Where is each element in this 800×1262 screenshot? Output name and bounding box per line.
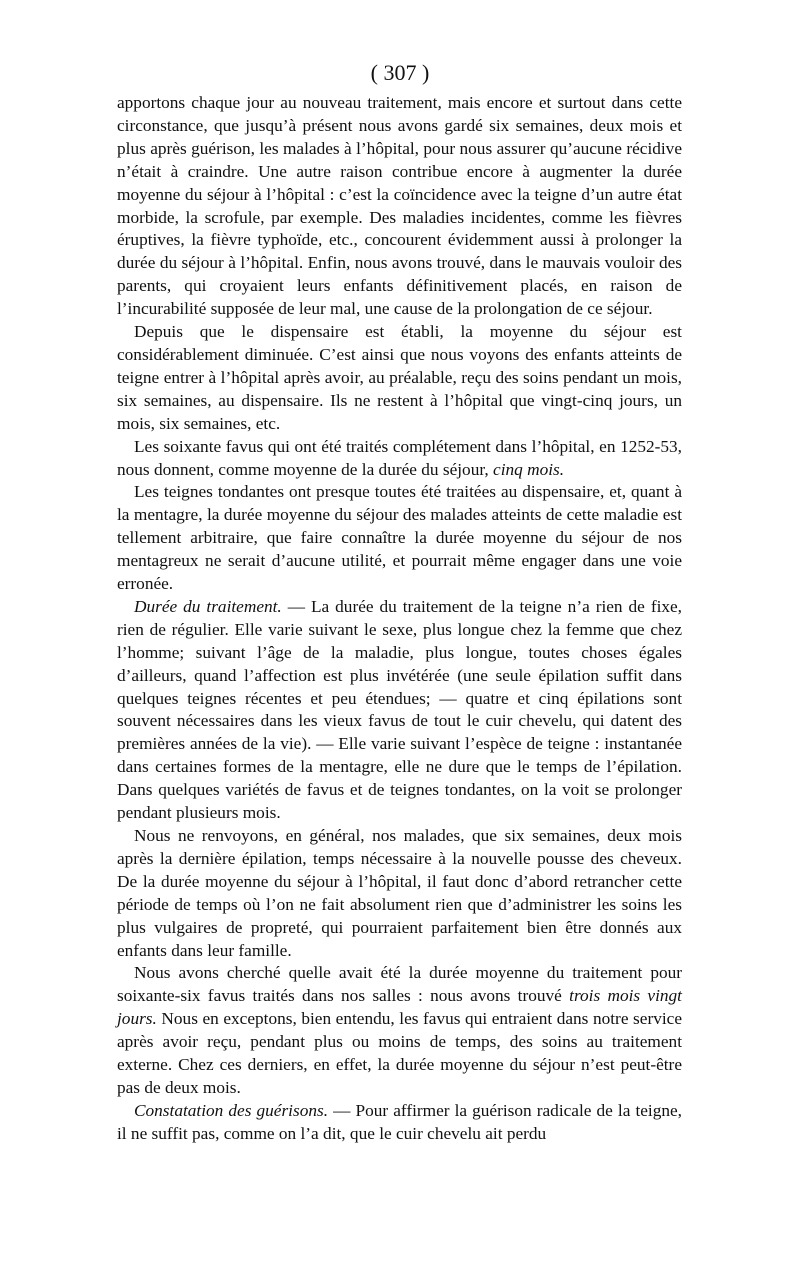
paragraph xyxy=(117,436,682,482)
paragraph xyxy=(117,1100,682,1146)
paragraph xyxy=(117,596,682,825)
text-run: Depuis que le dispensaire est établi, la moyenne du séjour est considérablement diminuée. C’est ainsi que nous voyons des enfants atteints de teigne entrer à l’hôpital après avoir, au préalable, reçu des soins pendant un mois, six semaines, au dispensaire. Ils ne restent à l’hôpital que vingt-cinq jours, un mois, six semaines, etc. xyxy=(117,322,682,433)
section-heading-duree-du-traitement: Durée du traitement. xyxy=(134,596,282,616)
section-heading-constatation-des-guerisons: Constatation des guérisons. xyxy=(134,1100,329,1120)
paragraph xyxy=(117,825,682,962)
text-run: Les teignes tondantes ont presque toutes été traitées au dispensaire, et, quant à la mentagre, la durée moyenne du séjour des malades atteints de cette maladie est tellement arbitraire, que faire connaître la durée moyenne du séjour de nos mentagreux ne serait d’aucune utilité, et pourrait même engager dans une voie erronée. xyxy=(117,482,682,594)
text-run: Nous en exceptons, bien entendu, les favus qui entraient dans notre service après avoir reçu, pendant plus ou moins de temps, des soins au traitement externe. Chez ces derniers, en effet, la durée moyenne du séjour n’est peut-être pas de deux mois. xyxy=(117,1009,682,1097)
paragraph xyxy=(117,321,682,436)
italic-text-run: cinq mois. xyxy=(493,459,565,479)
text-run: Les soixante favus qui ont été traités complétement dans l’hôpital, en 1252-53, nous donnent, comme moyenne de la durée du séjour, xyxy=(117,436,682,479)
italic-text-run: trois mois vingt jours. xyxy=(117,986,682,1029)
text-run: — La durée du traitement de la teigne n’a rien de fixe, rien de régulier. Elle varie suivant le sexe, plus longue chez la femme que chez l’homme; suivant l’âge de la maladie, plus longue, toutes choses égales d’ailleurs, quand l’affection est plus invétérée (une seule épilation suffit dans quelques teignes récentes et peu étendues; — quatre et cinq épilations sont souvent nécessaires dans les vieux favus de tout le cuir chevelu, qui datent des premières années de la vie). — Elle varie suivant l’espèce de teigne : instantanée dans certaines formes de la mentagre, elle ne dure que le temps de l’épilation. Dans quelques variétés de favus et de teignes tondantes, on la voit se prolonger pendant plusieurs mois. xyxy=(117,596,683,823)
paragraph xyxy=(117,962,682,1099)
paragraph xyxy=(117,92,682,321)
text-run: apportons chaque jour au nouveau traitement, mais encore et surtout dans cette circonstance, que jusqu’à présent nous avons gardé six semaines, deux mois et plus après guérison, les malades à l’hôpital, pour nous assurer qu’aucune récidive n’était à craindre. Une autre raison contribue encore à augmenter la durée moyenne du séjour à l’hôpital : c’est la coïncidence avec la teigne d’un autre état morbide, la scrofule, par exemple. Des maladies incidentes, comme les fièvres éruptives, la fièvre typhoïde, etc., concourent évidemment aussi à prolonger la durée du séjour à l’hôpital. Enfin, nous avons trouvé, dans le mauvais vouloir des parents, qui croyaient leurs enfants définitivement placés, en raison de l’incurabilité supposée de leur mal, une cause de la prolongation de ce séjour. xyxy=(117,93,682,319)
paragraph xyxy=(117,481,682,596)
body-text xyxy=(117,92,682,1146)
page-number: ( 307 ) xyxy=(370,60,430,85)
text-run: — Pour affirmer la guérison radicale de la teigne, il ne suffit pas, comme on l’a dit, que le cuir chevelu ait perdu xyxy=(117,1100,683,1143)
text-run: Nous ne renvoyons, en général, nos malades, que six semaines, deux mois après la dernière épilation, temps nécessaire à la nouvelle pousse des cheveux. De la durée moyenne du séjour à l’hôpital, il faut donc d’abord retrancher cette période de temps où l’on ne fait absolument rien que d’administrer les soins les plus vulgaires de propreté, qui pourraient parfaitement bien être donnés aux enfants dans leur famille. xyxy=(117,826,682,960)
text-run: Nous avons cherché quelle avait été la durée moyenne du traitement pour soixante-six favus traités dans nos salles : nous avons trouvé xyxy=(117,963,682,1006)
